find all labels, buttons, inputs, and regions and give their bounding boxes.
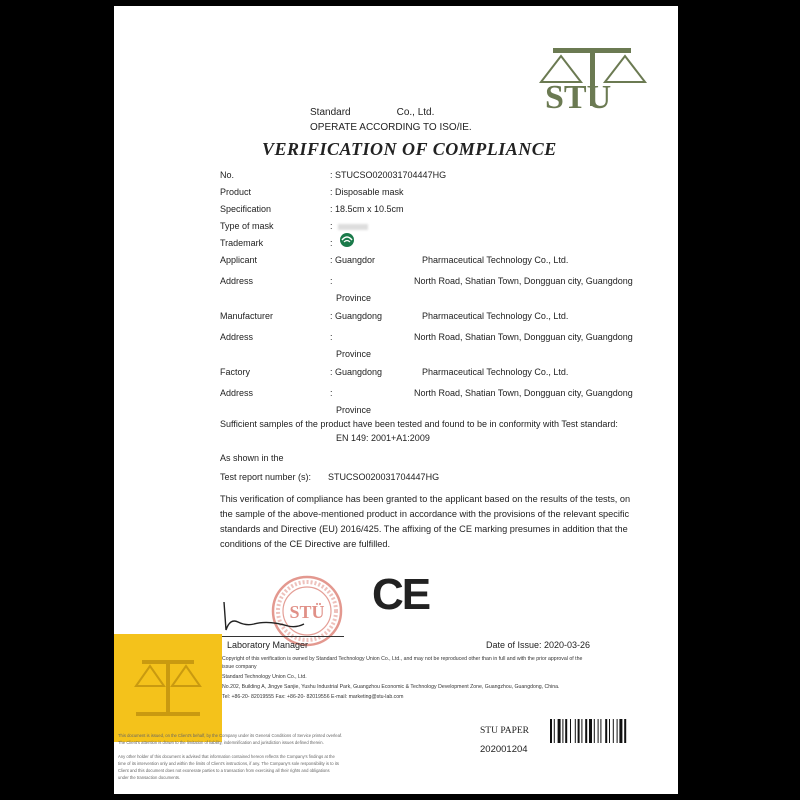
field-value-applicant: : Guangdor <box>330 255 376 265</box>
disclaimer-6: under the transaction documents. <box>118 775 181 780</box>
disclaimer-2: The Client's attention is drawn to the limitation of liability, indemnification and jurisdiction issues defined therein. <box>118 740 324 745</box>
certificate-title: VERIFICATION OF COMPLIANCE <box>262 139 557 159</box>
barcode-bar <box>589 719 592 743</box>
company-name: Standard Technology Union Co., Ltd. <box>222 674 307 680</box>
company-address: No.202, Building A, Jingye Sanjie, Yushu Industrial Park, Guangzhou Economic & Technology Development Zone, Guangzhou, Guangdong, China. <box>222 684 560 690</box>
barcode-bar <box>581 719 582 743</box>
field-value-manufacturer-2: Pharmaceutical Technology Co., Ltd. <box>422 311 569 321</box>
redacted-type <box>338 224 368 230</box>
disclaimer-1: This document is issued, on the Client's behalf, by the Company under its General Conditions of Service printed overleaf. <box>118 733 343 738</box>
issue-date: Date of Issue: 2020-03-26 <box>486 640 591 650</box>
barcode-bar <box>575 719 576 743</box>
field-label-manufacturer: Manufacturer <box>220 311 274 321</box>
compliance-statement: This verification of compliance has been granted to the applicant based on the results of the tests, on the sample of the above-mentioned product in accordance with the provisions of the relevant specific standards and Directive (EU) 2016/425. The affixing of the CE marking presumes in addition that the conditions of the CE Directive are fulfilled. <box>220 494 631 549</box>
field-value-manufacturer: : Guangdong <box>330 311 383 321</box>
field-label-trademark: Trademark <box>220 238 264 248</box>
report-number-label: Test report number (s): <box>220 472 312 482</box>
header-line-2: OPERATE ACCORDING TO ISO/IE. <box>310 122 472 133</box>
conformity-text: Sufficient samples of the product have been tested and found to be in conformity with Test standard: <box>220 419 618 429</box>
field-value-factory-2: Pharmaceutical Technology Co., Ltd. <box>422 367 569 377</box>
field-value-address-3-province: Province <box>336 405 372 415</box>
field-value-specification: : 18.5cm x 10.5cm <box>330 204 404 214</box>
barcode-bar <box>554 719 555 743</box>
barcode-bar <box>624 719 626 743</box>
barcode-bar <box>562 719 563 743</box>
signature-line <box>220 636 344 637</box>
test-standard: EN 149: 2001+A1:2009 <box>336 433 430 443</box>
field-label-factory: Factory <box>220 367 251 377</box>
field-value-address-2-line: North Road, Shatian Town, Dongguan city, Guangdong <box>414 332 633 342</box>
certificate-page <box>114 6 678 794</box>
barcode-bar <box>594 719 595 743</box>
field-label-no: No. <box>220 170 235 180</box>
barcode-bar <box>570 719 571 743</box>
field-value-address-3: : <box>330 388 333 398</box>
barcode-bar <box>578 719 580 743</box>
seal-text: STÜ <box>289 602 325 622</box>
copyright-line-2: issue company <box>222 664 257 670</box>
trademark-icon <box>338 231 356 249</box>
paper-number: 202001204 <box>480 744 528 755</box>
barcode <box>550 719 644 743</box>
field-value-trademark: : <box>330 238 333 248</box>
field-label-applicant: Applicant <box>220 255 258 265</box>
ce-mark: CE <box>372 570 430 619</box>
barcode-bar <box>558 719 561 743</box>
stu-paper-label: STU PAPER <box>480 726 530 736</box>
barcode-bar <box>605 719 607 743</box>
barcode-bar <box>565 719 567 743</box>
watermark-logo-icon <box>132 652 204 724</box>
barcode-bar <box>619 719 622 743</box>
field-value-applicant-2: Pharmaceutical Technology Co., Ltd. <box>422 255 569 265</box>
logo-text: STU <box>545 79 612 116</box>
barcode-bar <box>617 719 618 743</box>
field-label-type: Type of mask <box>220 221 274 231</box>
field-value-address-1: : <box>330 276 333 286</box>
field-value-type: : <box>330 221 333 231</box>
field-value-address-2-province: Province <box>336 349 372 359</box>
barcode-bar <box>609 719 610 743</box>
signature-mark <box>218 596 308 636</box>
field-value-address-2: : <box>330 332 333 342</box>
field-label-address-1: Address <box>220 276 254 286</box>
report-number-value: STUCSO020031704447HG <box>328 472 440 482</box>
field-value-address-1-province: Province <box>336 293 372 303</box>
field-value-product: : Disposable mask <box>330 187 404 197</box>
disclaimer-4: time of its intervention only and within the limits of Client's instructions, if any. The Company's sole responsibility is to its <box>118 761 339 766</box>
barcode-bar <box>550 719 552 743</box>
disclaimer-5: Client and this document does not exonerate parties to a transaction from exercising all their rights and obligations <box>118 768 330 773</box>
laboratory-manager: Laboratory Manager <box>227 640 309 650</box>
stu-logo <box>539 46 649 116</box>
yellow-logo-block <box>114 634 222 742</box>
barcode-bar <box>613 719 614 743</box>
shown-in-text: As shown in the <box>220 453 284 463</box>
field-value-factory: : Guangdong <box>330 367 383 377</box>
barcode-bar <box>585 719 587 743</box>
field-label-product: Product <box>220 187 252 197</box>
field-label-address-2: Address <box>220 332 254 342</box>
barcode-bar <box>600 719 601 743</box>
company-contact: Tel: +86-20- 82019555 Fax: +86-20- 82019556 E-mail: marketing@stu-lab.com <box>222 694 404 700</box>
disclaimer-3: Any other holder of this document is advised that information contained hereon reflects the Company's findings at the <box>118 754 335 759</box>
field-value-address-1-line: North Road, Shatian Town, Dongguan city, Guangdong <box>414 276 633 286</box>
field-value-address-3-line: North Road, Shatian Town, Dongguan city, Guangdong <box>414 388 633 398</box>
field-value-no: : STUCSO020031704447HG <box>330 170 447 180</box>
field-label-specification: Specification <box>220 204 272 214</box>
copyright-line: Copyright of this verification is owned by Standard Technology Union Co., Ltd., and may not be reproduced other than in full and with the prior approval of the <box>222 656 583 662</box>
header-line-1: Standard Co., Ltd. <box>310 107 435 118</box>
barcode-bar <box>598 719 599 743</box>
field-label-address-3: Address <box>220 388 254 398</box>
